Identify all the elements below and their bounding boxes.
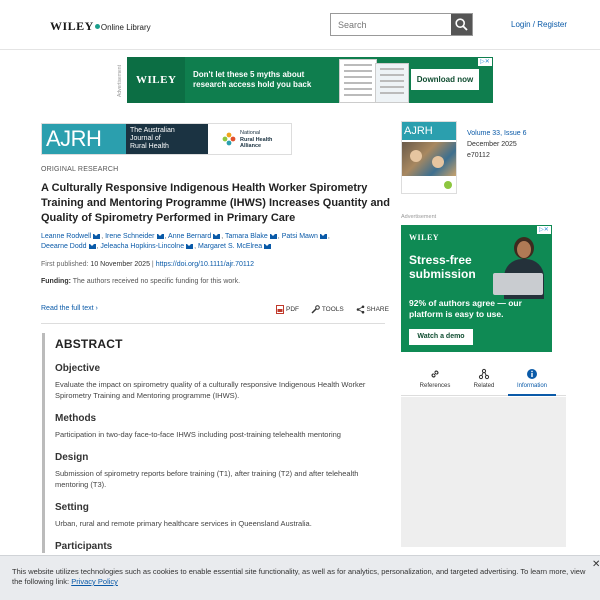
abstract-subheading-design: Design (55, 452, 89, 463)
tab-information[interactable] (508, 364, 556, 396)
journal-abbr: AJRH (42, 124, 126, 154)
site-header (0, 0, 600, 50)
abstract-text-setting: Urban, rural and remote primary healthcare services in Queensland Australia. (55, 519, 312, 528)
journal-name-line1: The Australian (130, 127, 175, 134)
divider (41, 323, 385, 324)
wrench-icon (311, 305, 320, 314)
abstract-subheading-setting: Setting (55, 502, 89, 513)
abstract-text-design: Submission of spirometry reports before training (T1), after training (T2) and after telehealth mentoring (T3). (55, 469, 359, 489)
cookie-text (12, 567, 587, 587)
search-icon (455, 18, 468, 31)
cover-title: AJRH (402, 122, 456, 140)
funding-statement (41, 278, 240, 285)
journal-banner[interactable] (41, 123, 292, 155)
information-panel (401, 397, 566, 547)
publication-info: First published: 10 November 2025 | https://doi.org/10.1111/ajr.70112 (41, 261, 255, 268)
cookie-message: This website utilizes technologies such as cookies to enable essential site functionality, as well as for analytics, personalization, and targeted advertising. To learn more, view the following link: (12, 567, 586, 586)
top-ad-document-image (339, 59, 377, 103)
abstract-text-objective: Evaluate the impact on spirometry quality of a culturally responsive Indigenous Health Worker Spirometry Training and Mentoring programme (IHWS). (55, 380, 366, 400)
side-ad-stat: 92% of authors agree — our platform is easy to use. (409, 298, 522, 319)
first-published-date: 10 November 2025 (90, 261, 150, 268)
side-ad-laptop-image (493, 273, 543, 295)
author-link[interactable]: Deearne Dodd (41, 243, 97, 250)
share-button[interactable]: SHARE (356, 306, 389, 313)
read-full-text-link[interactable]: Read the full text › (41, 305, 98, 312)
watch-demo-button[interactable]: Watch a demo (409, 329, 473, 345)
chevron-right-icon: › (95, 305, 98, 312)
cover-photo (402, 142, 456, 176)
author-link[interactable]: Leanne Rodwell (41, 233, 101, 240)
funding-label: Funding: (41, 278, 71, 285)
abstract-subheading-participants: Participants (55, 541, 113, 552)
partner-name-line3: Alliance (240, 143, 262, 149)
top-ad-message: Don't let these 5 myths about research access hold you back (193, 70, 312, 89)
tab-related-label: Related (473, 383, 495, 389)
top-ad-logo-box (127, 57, 185, 103)
login-register-link[interactable]: Login / Register (511, 20, 568, 29)
logo-dot-icon (95, 24, 100, 29)
email-icon[interactable] (320, 234, 327, 239)
adchoices-icon[interactable]: ▷✕ (537, 226, 551, 234)
logo-suffix: Online Library (100, 23, 151, 32)
side-ad-logo: WILEY (409, 233, 440, 242)
sidebar-tabs (401, 364, 566, 396)
logo-brand: WILEY (50, 19, 94, 33)
pdf-icon (276, 305, 284, 314)
side-ad-label: Advertisement (401, 214, 437, 220)
journal-name-line2: Journal of (130, 135, 161, 142)
search-box (330, 13, 473, 36)
privacy-policy-link[interactable]: Privacy Policy (71, 577, 118, 586)
info-icon (526, 368, 538, 380)
issue-info (467, 128, 527, 161)
article-tools (276, 305, 399, 314)
abstract-text-methods: Participation in two-day face-to-face IHWS including post-training telehealth mentoring (55, 430, 341, 439)
first-published-label: First published: (41, 261, 89, 268)
email-icon[interactable] (89, 244, 96, 249)
top-ad-document-image-2 (375, 63, 409, 103)
cover-logo-icon (444, 181, 452, 189)
top-ad-label: Advertisement (117, 65, 123, 97)
top-ad-logo: WILEY (136, 74, 177, 86)
author-list: Leanne Rodwell , Irene Schneider , Anne Bernard , Tamara Blake , Patsi Mawn , Deearne Dodd , Jeleacha Hopkins-Lincolne , Margaret S. McElrea (41, 233, 330, 250)
partner-name-line2: Rural Health (240, 136, 273, 143)
partner-logo (208, 124, 291, 154)
tab-references[interactable] (411, 364, 459, 396)
email-icon[interactable] (157, 234, 164, 239)
email-icon[interactable] (186, 244, 193, 249)
journal-name (126, 124, 208, 154)
article-title: A Culturally Responsive Indigenous Health Worker Spirometry Training and Mentoring Programme (IHWS) Increases Quantity and Quality of Spirometry Performed in Primary Care (41, 182, 390, 224)
search-button[interactable] (451, 14, 472, 35)
wiley-logo[interactable] (50, 19, 151, 34)
cookie-banner (0, 555, 600, 600)
article-number: e70112 (467, 152, 490, 159)
abstract-subheading-objective: Objective (55, 363, 101, 374)
author-link[interactable]: Anne Bernard (168, 233, 221, 240)
article-type: ORIGINAL RESEARCH (41, 166, 119, 173)
abstract-subheading-methods: Methods (55, 413, 97, 424)
pdf-button[interactable]: PDF (276, 306, 301, 313)
partner-name (240, 130, 272, 150)
tab-references-label: References (419, 383, 451, 389)
author-link[interactable]: Jeleacha Hopkins-Lincolne (100, 243, 194, 250)
email-icon[interactable] (264, 244, 271, 249)
funding-text: The authors received no specific funding for this work. (72, 278, 241, 285)
share-icon (356, 305, 365, 314)
journal-name-line3: Rural Health (130, 143, 169, 150)
volume-issue-link[interactable]: Volume 33, Issue 6 (467, 130, 527, 137)
author-link[interactable]: Margaret S. McElrea (198, 243, 272, 250)
nrha-logo-icon (222, 132, 236, 146)
side-ad-headline: Stress-free submission (409, 253, 476, 281)
abstract-heading: ABSTRACT (55, 337, 123, 351)
author-link[interactable]: Irene Schneider (105, 233, 164, 240)
issue-date: December 2025 (467, 141, 517, 148)
related-icon (478, 368, 490, 380)
partner-name-line1: National (240, 130, 261, 136)
adchoices-icon[interactable]: ▷✕ (478, 58, 492, 66)
search-input[interactable] (331, 14, 451, 35)
link-icon (429, 368, 441, 380)
top-advertisement[interactable] (127, 57, 493, 103)
author-link[interactable]: Tamara Blake (225, 233, 278, 240)
doi-link[interactable]: https://doi.org/10.1111/ajr.70112 (155, 261, 255, 268)
email-icon[interactable] (213, 234, 220, 239)
side-advertisement[interactable] (401, 225, 552, 352)
tab-related[interactable] (460, 364, 508, 396)
journal-cover-image[interactable] (401, 121, 457, 194)
abstract-section (42, 333, 386, 553)
close-icon[interactable]: ✕ (592, 559, 600, 570)
author-link[interactable]: Patsi Mawn (282, 233, 328, 240)
tools-button[interactable]: TOOLS (311, 306, 346, 313)
tab-information-label: Information (516, 383, 547, 389)
email-icon[interactable] (93, 234, 100, 239)
top-ad-download-button[interactable]: Download now (411, 69, 479, 90)
cover-footer (402, 178, 456, 193)
email-icon[interactable] (270, 234, 277, 239)
